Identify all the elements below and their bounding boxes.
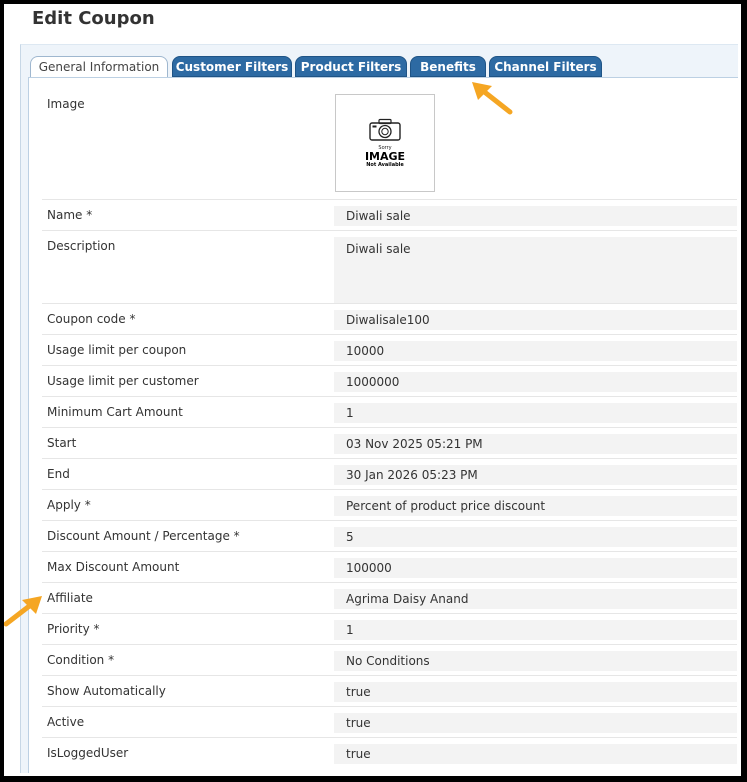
- field-label: Priority *: [47, 622, 100, 636]
- form-row-minimum-cart: [42, 397, 737, 428]
- description-field[interactable]: Diwali sale: [334, 237, 737, 303]
- tab-channel-filters[interactable]: Channel Filters: [489, 56, 602, 77]
- field-label: Minimum Cart Amount: [47, 405, 183, 419]
- field-label: Apply *: [47, 498, 91, 512]
- form-row-condition: [42, 645, 737, 676]
- field-label: Image: [47, 97, 85, 111]
- field-label: Name *: [47, 208, 93, 222]
- field-label: Usage limit per customer: [47, 374, 199, 388]
- annotation-arrow-icon: [468, 78, 516, 118]
- max-discount-field[interactable]: 100000: [334, 558, 737, 578]
- tab-general-information[interactable]: General Information: [30, 56, 168, 78]
- field-label: Coupon code *: [47, 312, 136, 326]
- coupon-code-field[interactable]: Diwalisale100: [334, 310, 737, 330]
- condition-field[interactable]: No Conditions: [334, 651, 737, 671]
- field-label: Active: [47, 715, 85, 729]
- end-date-field[interactable]: 30 Jan 2026 05:23 PM: [334, 465, 737, 485]
- page-title: Edit Coupon: [32, 8, 155, 29]
- annotation-arrow-icon: [2, 590, 46, 630]
- field-label: Max Discount Amount: [47, 560, 180, 574]
- field-label: Description: [47, 239, 116, 253]
- image-placeholder[interactable]: [335, 94, 435, 192]
- form-row-discount-amount: [42, 521, 737, 552]
- form-row-image: [42, 89, 737, 200]
- field-label: Start: [47, 436, 77, 450]
- is-logged-user-field[interactable]: true: [334, 744, 737, 764]
- form-row-name: [42, 200, 737, 231]
- coupon-form: [42, 89, 737, 768]
- field-label: Discount Amount / Percentage *: [47, 529, 240, 543]
- tab-customer-filters[interactable]: Customer Filters: [172, 56, 292, 77]
- form-row-affiliate: [42, 583, 737, 614]
- tab-product-filters[interactable]: Product Filters: [295, 56, 407, 77]
- usage-limit-coupon-field[interactable]: 10000: [334, 341, 737, 361]
- image-unavailable-line2: IMAGE: [364, 150, 406, 163]
- form-row-description: [42, 231, 737, 304]
- field-label: Show Automatically: [47, 684, 166, 698]
- image-unavailable-line3: Not Available: [366, 162, 404, 168]
- minimum-cart-amount-field[interactable]: 1: [334, 403, 737, 423]
- form-row-is-logged-user: [42, 738, 737, 768]
- affiliate-field[interactable]: Agrima Daisy Anand: [334, 589, 737, 609]
- form-row-usage-limit-coupon: [42, 335, 737, 366]
- tab-benefits[interactable]: Benefits: [410, 56, 486, 77]
- form-row-active: [42, 707, 737, 738]
- field-label: IsLoggedUser: [47, 746, 129, 760]
- form-row-max-discount: [42, 552, 737, 583]
- form-row-coupon-code: [42, 304, 737, 335]
- discount-amount-field[interactable]: 5: [334, 527, 737, 547]
- form-row-end: [42, 459, 737, 490]
- apply-field[interactable]: Percent of product price discount: [334, 496, 737, 516]
- field-label: Affiliate: [47, 591, 93, 605]
- start-date-field[interactable]: 03 Nov 2025 05:21 PM: [334, 434, 737, 454]
- field-label: Condition *: [47, 653, 115, 667]
- camera-icon: [368, 118, 402, 142]
- image-unavailable-line1: Sorry: [378, 145, 392, 151]
- form-row-usage-limit-customer: [42, 366, 737, 397]
- form-row-apply: [42, 490, 737, 521]
- form-row-show-automatically: [42, 676, 737, 707]
- field-label: Usage limit per coupon: [47, 343, 187, 357]
- usage-limit-customer-field[interactable]: 1000000: [334, 372, 737, 392]
- field-label: End: [47, 467, 70, 481]
- priority-field[interactable]: 1: [334, 620, 737, 640]
- active-field[interactable]: true: [334, 713, 737, 733]
- form-row-start: [42, 428, 737, 459]
- show-automatically-field[interactable]: true: [334, 682, 737, 702]
- form-row-priority: [42, 614, 737, 645]
- name-field[interactable]: Diwali sale: [334, 206, 737, 226]
